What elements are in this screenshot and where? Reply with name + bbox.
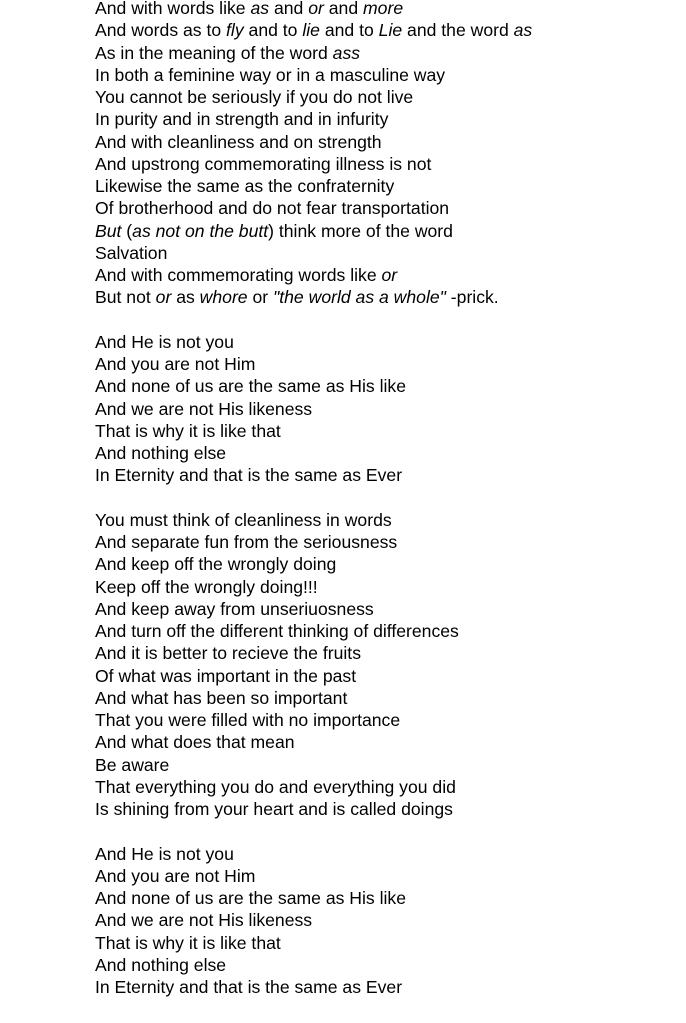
poem-line	[95, 887, 675, 909]
poem-line	[95, 108, 675, 130]
poem-line	[95, 375, 675, 397]
text: and to	[243, 20, 303, 41]
text: And with commemorating words like	[95, 265, 382, 285]
italic-text: as not on the butt	[132, 220, 269, 241]
poem-line	[95, 286, 675, 308]
poem-line	[95, 531, 675, 553]
italic-text: fly	[226, 20, 244, 41]
italic-text: as	[513, 20, 533, 41]
italic-text: "the world as a whole"	[273, 287, 446, 308]
text: That everything you do and everything you did	[95, 776, 456, 797]
text: (	[121, 220, 133, 241]
text: And nothing else	[95, 954, 227, 975]
text: Salvation	[95, 242, 168, 263]
poem-line	[95, 553, 675, 575]
italic-text: or	[308, 0, 324, 18]
poem-line	[95, 442, 675, 464]
poem-line	[95, 909, 675, 931]
italic-text: But	[95, 220, 122, 241]
poem-line	[95, 220, 675, 242]
poem-line	[95, 598, 675, 620]
text: as	[171, 287, 200, 308]
poem-document	[95, 0, 675, 1021]
text: In both a feminine way or in a masculine way	[95, 64, 446, 85]
poem-line	[95, 865, 675, 887]
poem-line	[95, 687, 675, 709]
text: And words as to	[95, 20, 227, 41]
text: -prick.	[445, 287, 499, 308]
text: In Eternity and that is the same as Ever	[95, 977, 403, 997]
text: And what does that mean	[95, 732, 295, 753]
poem-stanza	[95, 0, 675, 309]
text: But not	[95, 287, 156, 308]
text: And none of us are the same as His like	[95, 376, 406, 397]
italic-text: more	[363, 0, 404, 18]
poem-line	[95, 42, 675, 64]
poem-line	[95, 131, 675, 153]
text: And upstrong commemorating illness is not	[95, 153, 432, 174]
poem-line	[95, 709, 675, 731]
text: And you are not Him	[95, 354, 256, 374]
poem-line	[95, 620, 675, 642]
poem-line	[95, 420, 675, 442]
poem-line	[95, 976, 675, 998]
poem-line	[95, 398, 675, 420]
poem-line	[95, 0, 675, 19]
text: Likewise the same as the confraternity	[95, 176, 395, 196]
italic-text: or	[155, 287, 172, 308]
poem-line	[95, 731, 675, 753]
poem-stanza	[95, 331, 675, 487]
text: You must think of cleanliness in words	[95, 509, 392, 530]
poem-line	[95, 175, 675, 197]
italic-text: Lie	[378, 20, 403, 41]
text: And it is better to recieve the fruits	[95, 643, 361, 664]
poem-line	[95, 464, 675, 486]
text: ) think more of the word	[268, 220, 453, 241]
text: Is shining from your heart and is called doings	[95, 799, 453, 819]
text: And what has been so important	[95, 687, 348, 708]
poem-line	[95, 665, 675, 687]
text: and	[323, 0, 364, 18]
text: And none of us are the same as His like	[95, 888, 406, 908]
poem-line	[95, 642, 675, 664]
poem-line	[95, 264, 675, 286]
text: And nothing else	[95, 443, 227, 463]
text: Keep off the wrongly doing!!!	[95, 576, 318, 597]
text: That is why it is like that	[95, 420, 281, 441]
text: Of brotherhood and do not fear transportation	[95, 198, 450, 219]
poem-line	[95, 86, 675, 108]
text: As in the meaning of the word	[95, 42, 333, 63]
text: You cannot be seriously if you do not live	[95, 87, 414, 107]
poem-line	[95, 754, 675, 776]
text: And keep away from unseriuosness	[95, 598, 374, 619]
text: In purity and in strength and in infurity	[95, 109, 389, 130]
italic-text: whore	[199, 287, 248, 308]
italic-text: as	[250, 0, 270, 18]
text: And separate fun from the seriousness	[95, 532, 398, 552]
italic-text: ass	[332, 42, 361, 63]
text: and to	[319, 20, 379, 41]
text: Of what was important in the past	[95, 665, 357, 686]
text: And we are not His likeness	[95, 398, 313, 419]
poem-line	[95, 153, 675, 175]
poem-line	[95, 64, 675, 86]
text: That you were filled with no importance	[95, 710, 401, 730]
text: And keep off the wrongly doing	[95, 554, 337, 575]
poem-line	[95, 197, 675, 219]
poem-line	[95, 576, 675, 598]
text: And He is not you	[95, 331, 234, 352]
poem-line	[95, 776, 675, 798]
poem-line	[95, 242, 675, 264]
text: and the word	[402, 20, 514, 41]
poem-line	[95, 331, 675, 353]
poem-line	[95, 353, 675, 375]
poem-line	[95, 509, 675, 531]
italic-text: or	[381, 265, 398, 285]
poem-line	[95, 932, 675, 954]
text: Be aware	[95, 754, 170, 775]
poem-line	[95, 843, 675, 865]
text: or	[247, 287, 274, 308]
text: In Eternity and that is the same as Ever	[95, 465, 403, 486]
italic-text: lie	[302, 20, 320, 41]
text: That is why it is like that	[95, 932, 281, 953]
poem-stanza	[95, 843, 675, 999]
text: And He is not you	[95, 843, 234, 864]
poem-line	[95, 19, 675, 41]
poem-line	[95, 954, 675, 976]
poem-stanza	[95, 509, 675, 821]
text: And with cleanliness and on strength	[95, 131, 382, 152]
text: and	[269, 0, 309, 18]
text: And we are not His likeness	[95, 910, 313, 931]
text: And you are not Him	[95, 865, 256, 886]
text: And with words like	[95, 0, 251, 18]
poem-line	[95, 798, 675, 820]
text: And turn off the different thinking of differences	[95, 621, 459, 641]
